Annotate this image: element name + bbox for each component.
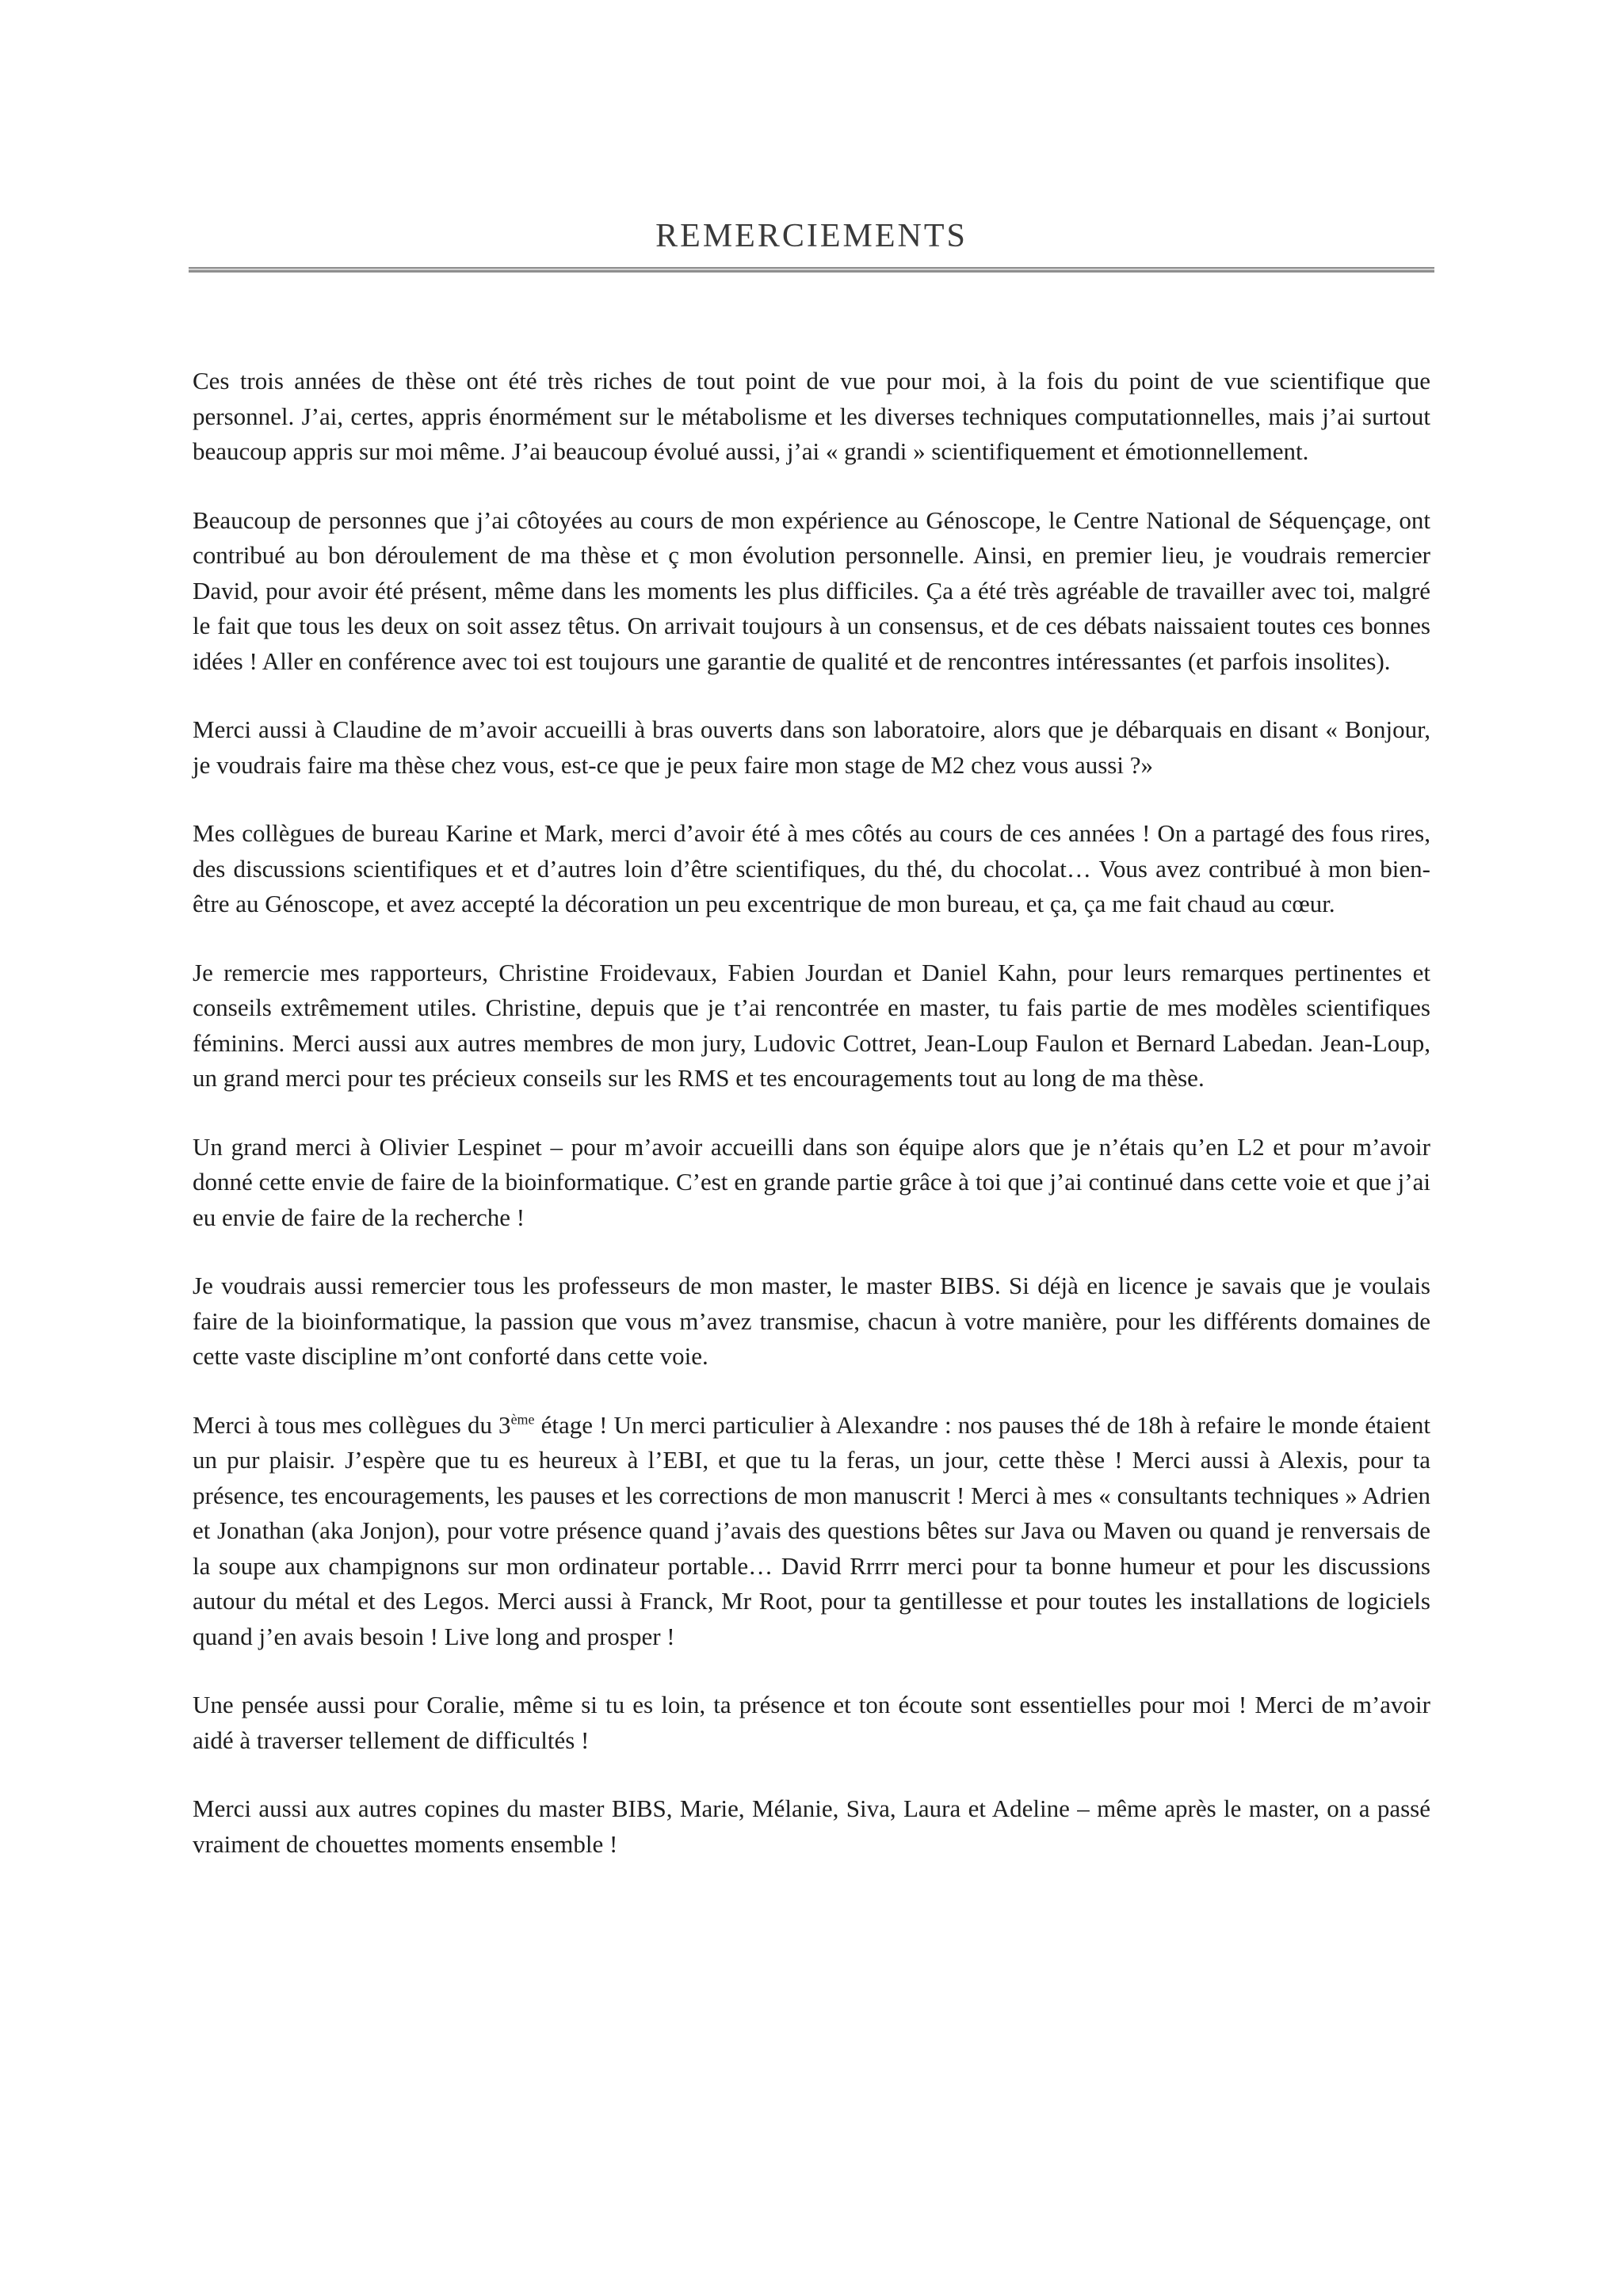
page-title: REMERCIEMENTS: [655, 218, 968, 254]
paragraph-olivier: Un grand merci à Olivier Lespinet – pour m’avoir accueilli dans son équipe alors que je n’étais qu’en L2 et pour m’avoir donné cette envie de faire de la bioinformatique. C’est en grande partie grâce à toi que j’ai continué dans cette voie et que j’ai eu envie de faire de la recherche !: [193, 1132, 1430, 1231]
paragraph-claudine: Merci aussi à Claudine de m’avoir accueilli à bras ouverts dans son laboratoire, alors que je débarquais en disant « Bonjour, je voudrais faire ma thèse chez vous, est-ce que je peux faire mon stage de M2 chez vous aussi ?»: [193, 715, 1430, 779]
etage-text-before: Merci à tous mes collègues du 3: [193, 1410, 511, 1439]
etage-superscript: ème: [510, 1411, 535, 1428]
etage-text-after: étage ! Un merci particulier à Alexandre : nos pauses thé de 18h à refaire le monde étaient un pur plaisir. J’espère que tu es heureux à l’EBI, et que tu la feras, un jour, cette thèse ! Merci aussi à Alexis, pour ta présence, tes encouragements, les pauses et les corrections de mon manuscrit ! Merci à mes « consultants techniques » Adrien et Jonathan (aka Jonjon), pour votre présence quand j’avais des questions bêtes sur Java ou Maven ou quand je renversais de la soupe aux champignons sur mon ordinateur portable… David Rrrrr merci pour ta bonne humeur et pour les discussions autour du métal et des Legos. Merci aussi à Franck, Mr Root, pour ta gentillesse et pour toutes les installations de logiciels quand j’en avais besoin ! Live long and prosper !: [193, 1410, 1430, 1650]
paragraph-rapporteurs: Je remercie mes rapporteurs, Christine Froidevaux, Fabien Jourdan et Daniel Kahn, pour leurs remarques pertinentes et conseils extrêmement utiles. Christine, depuis que je t’ai rencontrée en master, tu fais partie de mes modèles scientifiques féminins. Merci aussi aux autres membres de mon jury, Ludovic Cottret, Jean-Loup Faulon et Bernard Labedan. Jean-Loup, un grand merci pour tes précieux conseils sur les RMS et tes encouragements tout au long de ma thèse.: [193, 958, 1430, 1092]
paragraph-bureau: Mes collègues de bureau Karine et Mark, merci d’avoir été à mes côtés au cours de ces années ! On a partagé des fous rires, des discussions scientifiques et et d’autres loin d’être scientifiques, du thé, du chocolat… Vous avez contribué à mon bien-être au Génoscope, et avez accepté la décoration un peu excentrique de mon bureau, et ça, ça me fait chaud au cœur.: [193, 819, 1430, 917]
acknowledgements-body: [193, 364, 1430, 1895]
title-underline: [189, 267, 1434, 273]
paragraph-coralie: Une pensée aussi pour Coralie, même si tu es loin, ta présence et ton écoute sont essentielles pour moi ! Merci de m’avoir aidé à traverser tellement de difficultés !: [193, 1691, 1430, 1754]
paragraph-intro: Ces trois années de thèse ont été très riches de tout point de vue pour moi, à la fois du point de vue scientifique que personnel. J’ai, certes, appris énormément sur le métabolisme et les diverses techniques computationnelles, mais j’ai surtout beaucoup appris sur moi même. J’ai beaucoup évolué aussi, j’ai « grandi » scientifiquement et émotionnellement.: [193, 367, 1430, 465]
paragraph-etage: [193, 1408, 1430, 1655]
paragraph-master: Je voudrais aussi remercier tous les professeurs de mon master, le master BIBS. Si déjà en licence je savais que je voulais faire de la bioinformatique, la passion que vous m’avez transmise, chacun à votre manière, pour les différents domaines de cette vaste discipline m’ont conforté dans cette voie.: [193, 1272, 1430, 1370]
paragraph-copines: Merci aussi aux autres copines du master BIBS, Marie, Mélanie, Siva, Laura et Adeline – même après le master, on a passé vraiment de chouettes moments ensemble !: [193, 1794, 1430, 1858]
paragraph-genoscope: Beaucoup de personnes que j’ai côtoyées au cours de mon expérience au Génoscope, le Centre National de Séquençage, ont contribué au bon déroulement de ma thèse et ç mon évolution personnelle. Ainsi, en premier lieu, je voudrais remercier David, pour avoir été présent, même dans les moments les plus difficiles. Ça a été très agréable de travailler avec toi, malgré le fait que tous les deux on soit assez têtus. On arrivait toujours à un consensus, et de ces débats naissaient toutes ces bonnes idées ! Aller en conférence avec toi est toujours une garantie de qualité et de rencontres intéressantes (et parfois insolites).: [193, 505, 1430, 675]
